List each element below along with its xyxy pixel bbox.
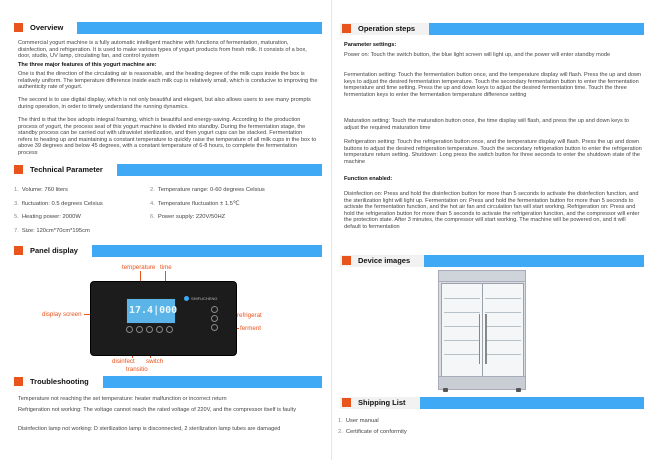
display-digits: 17.4|000	[129, 305, 178, 316]
ferment-button[interactable]	[211, 315, 218, 322]
door-handle	[479, 314, 481, 364]
down-button[interactable]	[136, 326, 143, 333]
callout-switch: switch	[146, 358, 164, 365]
spec-item: 3. fluctuation: 0.5 degrees Celsius	[14, 201, 103, 207]
trouble-three: Disinfection lamp not working: D sterilization lamp is disconnected, 2 sterilization lamp tubes are damaged	[18, 426, 281, 432]
mature-button[interactable]	[211, 324, 218, 331]
feature-two: The second is to use digital display, which is not only beautiful and elegant, but also allows users to see many prompts during operation, in order to timely understand the running dynamics.	[18, 97, 311, 110]
disinfect-button[interactable]	[146, 326, 153, 333]
callout-refrigerat: refrigerat	[237, 312, 262, 319]
param-maturation: Maturation setting: Touch the maturation button once, the time display will flash, and press the up and down keys to adjust the required maturation time	[344, 118, 630, 131]
control-panel-image	[90, 281, 237, 356]
spec-item: 4. Temperature fluctuation ± 1.5℃	[150, 201, 240, 207]
callout-ferment: ferment	[240, 325, 261, 332]
param-fermentation: Fermentation setting: Touch the fermentation button once, and the temperature display will flash. Press the up and down keys to adjust the desired fermentation temperature. Touch the secondary fermentation button to enter the fermentation temperature and time setting. Press the up and down keys to adjust the desired fermentation time. Touch the three fermentation keys to enter the fermentation temperature difference setting	[344, 72, 642, 98]
shipping-item: 1. User manual	[338, 418, 379, 424]
overview-title: Overview	[30, 23, 64, 32]
shelf	[444, 354, 480, 355]
shelf	[444, 312, 480, 313]
technical-title: Technical Parameter	[30, 165, 103, 174]
shelf	[485, 340, 521, 341]
shelf	[485, 312, 521, 313]
callout-disinfect: disinfect	[112, 358, 135, 365]
shelf	[485, 298, 521, 299]
fridge-base	[439, 376, 525, 389]
spec-item: 1. Volume: 760 liters	[14, 187, 68, 193]
feature-one: One is that the direction of the circulating air is reasonable, and the heating degree of the milk cups inside the box is relatively uniform. The temperature difference inside each milk cup is relatively small, which is conducive to improving the authenticity rate of yogurt.	[18, 71, 318, 91]
callout-display-screen: display screen	[42, 311, 82, 318]
callout-time: time	[160, 264, 172, 271]
up-button[interactable]	[126, 326, 133, 333]
left-door	[441, 283, 483, 377]
param-title: Parameter settings:	[344, 42, 397, 48]
shelf	[444, 340, 480, 341]
function-enabled: Disinfection on: Press and hold the disinfection button for more than 5 seconds to activate the disinfection function, and the sterilization light will light up. Fermentation on: Press and hold the fermentation button for more than 5 seconds to activate the fermentation function, and the hot air fan and circulation fan will start working. Refrigeration on: Press and hold the refrigeration button for more than 5 seconds to activate the refrigeration function, and the compressor will enter the protection state. After 3 minutes, the compressor will start working. The machine will be powered on, and it will default to fermentation	[344, 191, 640, 230]
param-refrigeration: Refrigeration setting: Touch the refrigeration button once, and the temperature display will flash. Press the up and down buttons to adjust the desired refrigeration temperature. Touch the secondary refrigeration button to enter the refrigeration temperature return setting. Shutdown: Long press the switch button for three seconds to enter the shutdown state of the machine	[344, 139, 642, 165]
spec-item: 7. Size: 120cm*70cm*195cm	[14, 228, 90, 234]
overview-intro: Commercial yogurt machine is a fully automatic intelligent machine with functions of fermentation, maturation, disinfection, and refrigeration. It is used to make various types of yogurt products from fresh milk. It consists of a box, door, studio, UV lamp, circulating fan, and control system	[18, 40, 307, 60]
trouble-header	[12, 376, 322, 388]
panel-header	[12, 245, 322, 257]
shelf	[485, 326, 521, 327]
fridge-top-panel	[439, 271, 525, 282]
shelf	[444, 298, 480, 299]
orange-square-icon	[14, 23, 23, 32]
operation-header	[340, 23, 644, 35]
door-handle	[485, 314, 487, 364]
trouble-two: Refrigeration not working: The voltage cannot reach the rated voltage of 220V, and the compressor itself is faulty	[18, 407, 296, 413]
yogurt-machine-image	[438, 270, 526, 390]
refrigerate-button[interactable]	[211, 306, 218, 313]
orange-square-icon	[14, 165, 23, 174]
panel-buttons	[126, 326, 174, 334]
features-title: The three major features of this yogurt machine are:	[18, 62, 157, 68]
trouble-one: Temperature not reaching the set temperature: heater malfunction or incorrect return	[18, 396, 227, 402]
switch-button[interactable]	[166, 326, 173, 333]
wheel	[443, 388, 448, 392]
brand-logo: SHIFUCHENG	[184, 296, 217, 301]
orange-square-icon	[14, 377, 23, 386]
shelf	[485, 354, 521, 355]
device-header	[340, 255, 644, 267]
right-column	[332, 0, 650, 460]
feature-three: The third is that the box adopts integral foaming, which is beautiful and energy-saving. According to the production process of yogurt, the process seat of this yogurt machine is divided into standby. During the fermentation stage, the standby process can be carried out with ultraviolet sterilization, and then yogurt cups can be stacked. Fermentation refers to heating up and maintaining a constant temperature to quickly raise the temperature of all milk cups in the box to above 39 degrees and below 45 degrees, with a constant temperature of 6-8 hours, to complete the fermentation process	[18, 117, 317, 156]
function-title: Function enabled:	[344, 176, 393, 182]
shipping-item: 2. Certificate of conformity	[338, 429, 407, 435]
logo-icon	[184, 296, 189, 301]
right-door	[482, 283, 524, 377]
callout-temperature: temperature	[122, 264, 156, 271]
technical-header	[12, 164, 322, 176]
overview-header	[12, 22, 322, 34]
shelf	[444, 326, 480, 327]
shipping-title: Shipping List	[358, 398, 406, 407]
param-power-on: Power on: Touch the switch button, the blue light screen will light up, and the power will enter standby mode	[344, 52, 611, 58]
spec-item: 6. Power supply: 220V/50HZ	[150, 214, 226, 220]
device-title: Device images	[358, 256, 411, 265]
callout-transitio: transitio	[126, 366, 148, 373]
orange-square-icon	[14, 246, 23, 255]
panel-title: Panel display	[30, 246, 78, 255]
transition-button[interactable]	[156, 326, 163, 333]
spec-item: 5. Heating power: 2000W	[14, 214, 81, 220]
orange-square-icon	[342, 24, 351, 33]
wheel	[516, 388, 521, 392]
orange-square-icon	[342, 256, 351, 265]
spec-item: 2. Temperature range: 0-60 degrees Celsius	[150, 187, 265, 193]
trouble-title: Troubleshooting	[30, 377, 89, 386]
orange-square-icon	[342, 398, 351, 407]
display-screen	[126, 298, 176, 324]
shipping-header	[340, 397, 644, 409]
operation-title: Operation steps	[358, 24, 416, 33]
